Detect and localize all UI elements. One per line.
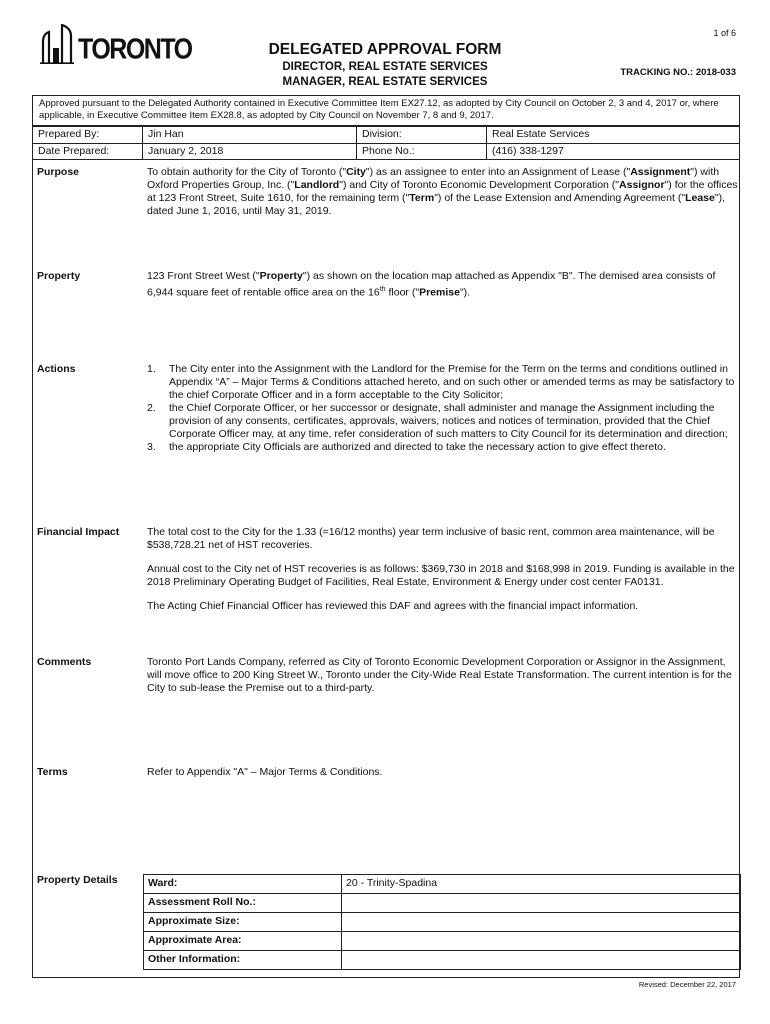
table-row: Assessment Roll No.: xyxy=(144,894,741,913)
comments-text: Toronto Port Lands Company, referred as City of Toronto Economic Development Corporation or Assignor in the Assignment, will move office to 200 King Street W., Toronto under the City-Wide Real Estate Transformation. The current intention is for the City to sub-lease the Premise out to a third-party. xyxy=(147,656,732,694)
financial-impact-label: Financial Impact xyxy=(37,526,120,538)
table-row: Other Information: xyxy=(144,951,741,970)
approval-authority-box: Approved pursuant to the Delegated Authority contained in Executive Committee Item EX27.12, as adopted by City Council on October 2, 3 and 4, 2017 or, where applicable, in Executive Committee Item EX28.8, as adopted by City Council on November 7, 8 and 9, 2017. xyxy=(32,95,740,126)
table-row: Approximate Size: xyxy=(144,913,741,932)
prepared-by-label: Prepared By: xyxy=(33,127,143,144)
list-item: 3. the appropriate City Officials are authorized and directed to take the necessary action to give effect thereto. xyxy=(147,441,666,453)
preparer-info-table xyxy=(32,126,740,160)
table-row: Approximate Area: xyxy=(144,932,741,951)
subtitle-director: DIRECTOR, REAL ESTATE SERVICES xyxy=(282,61,488,73)
property-details-label: Property Details xyxy=(37,874,118,886)
date-prepared-value: January 2, 2018 xyxy=(143,143,357,160)
table-row: Ward: 20 - Trinity-Spadina xyxy=(144,875,741,894)
subtitle-manager: MANAGER, REAL ESTATE SERVICES xyxy=(282,76,488,88)
actions-list xyxy=(147,363,741,454)
division-label: Division: xyxy=(357,127,487,144)
phone-value: (416) 338-1297 xyxy=(487,143,740,160)
property-details-table xyxy=(143,874,741,970)
purpose-text: To obtain authority for the City of Toronto ("City") as an assignee to enter into an Assignment of Lease ("Assignment") with Oxford Properties Group, Inc. ("Landlord") and City of Toronto Economic Development Corporation ("Assignor") for the offices at 123 Front Street, Suite 1610, for the remaining term ("Term") of the Lease Extension and Amending Agreement ("Lease"), dated June 1, 2016, until May 31, 2019. xyxy=(147,166,738,217)
financial-impact-text: The total cost to the City for the 1.33 (=16/12 months) year term inclusive of basic rent, common area maintenance, will be $538,728.21 net of HST recoveries. Annual cost to the City net of HST recoveries is as follows: $369,730 in 2018 and $168,998 in 2019. Funding is available in the 2018 Preliminary Operating Budget of Facilities, Real Estate, Environment & Energy under cost center FA0131. The Acting Chief Financial Officer has reviewed this DAF and agrees with the financial impact information. xyxy=(147,526,735,612)
table-row xyxy=(33,127,740,144)
prepared-by-value: Jin Han xyxy=(143,127,357,144)
tracking-number: TRACKING NO.: 2018-033 xyxy=(620,67,736,78)
actions-label: Actions xyxy=(37,363,76,375)
date-prepared-label: Date Prepared: xyxy=(33,143,143,160)
form-body xyxy=(32,160,740,978)
form-title: DELEGATED APPROVAL FORM xyxy=(268,41,502,58)
logo-wordmark: TORONTO xyxy=(78,32,192,66)
property-label: Property xyxy=(37,270,81,282)
revised-date: Revised: December 22, 2017 xyxy=(638,980,736,989)
comments-label: Comments xyxy=(37,656,92,668)
actions-text xyxy=(147,363,741,454)
list-item: 2. the Chief Corporate Officer, or her successor or designate, shall administer and manage the Assignment including the provision of any consents, certificates, approvals, waivers, notices and notices of termination, provided that the Chief Corporate Officer may, at any time, refer consideration of such matters to City Council for its determination and direction; xyxy=(147,402,728,440)
phone-label: Phone No.: xyxy=(357,143,487,160)
page-number: 1 of 6 xyxy=(713,28,736,38)
table-row xyxy=(33,143,740,160)
purpose-label: Purpose xyxy=(37,166,80,178)
terms-label: Terms xyxy=(37,766,68,778)
list-item: 1. The City enter into the Assignment with the Landlord for the Premise for the Term on the terms and conditions outlined in Appendix “A” – Major Terms & Conditions attached hereto, and on such other or amended terms as may be satisfactory to the chief Corporate Officer and in a form acceptable to the City Solicitor; xyxy=(147,363,735,401)
property-text: 123 Front Street West ("Property") as shown on the location map attached as Appendix "B". The demised area consists of 6,944 square feet of rentable office area on the 16th floor ("Premise"). xyxy=(147,270,716,299)
division-value: Real Estate Services xyxy=(487,127,740,144)
terms-text: Refer to Appendix "A" – Major Terms & Conditions. xyxy=(147,766,383,778)
